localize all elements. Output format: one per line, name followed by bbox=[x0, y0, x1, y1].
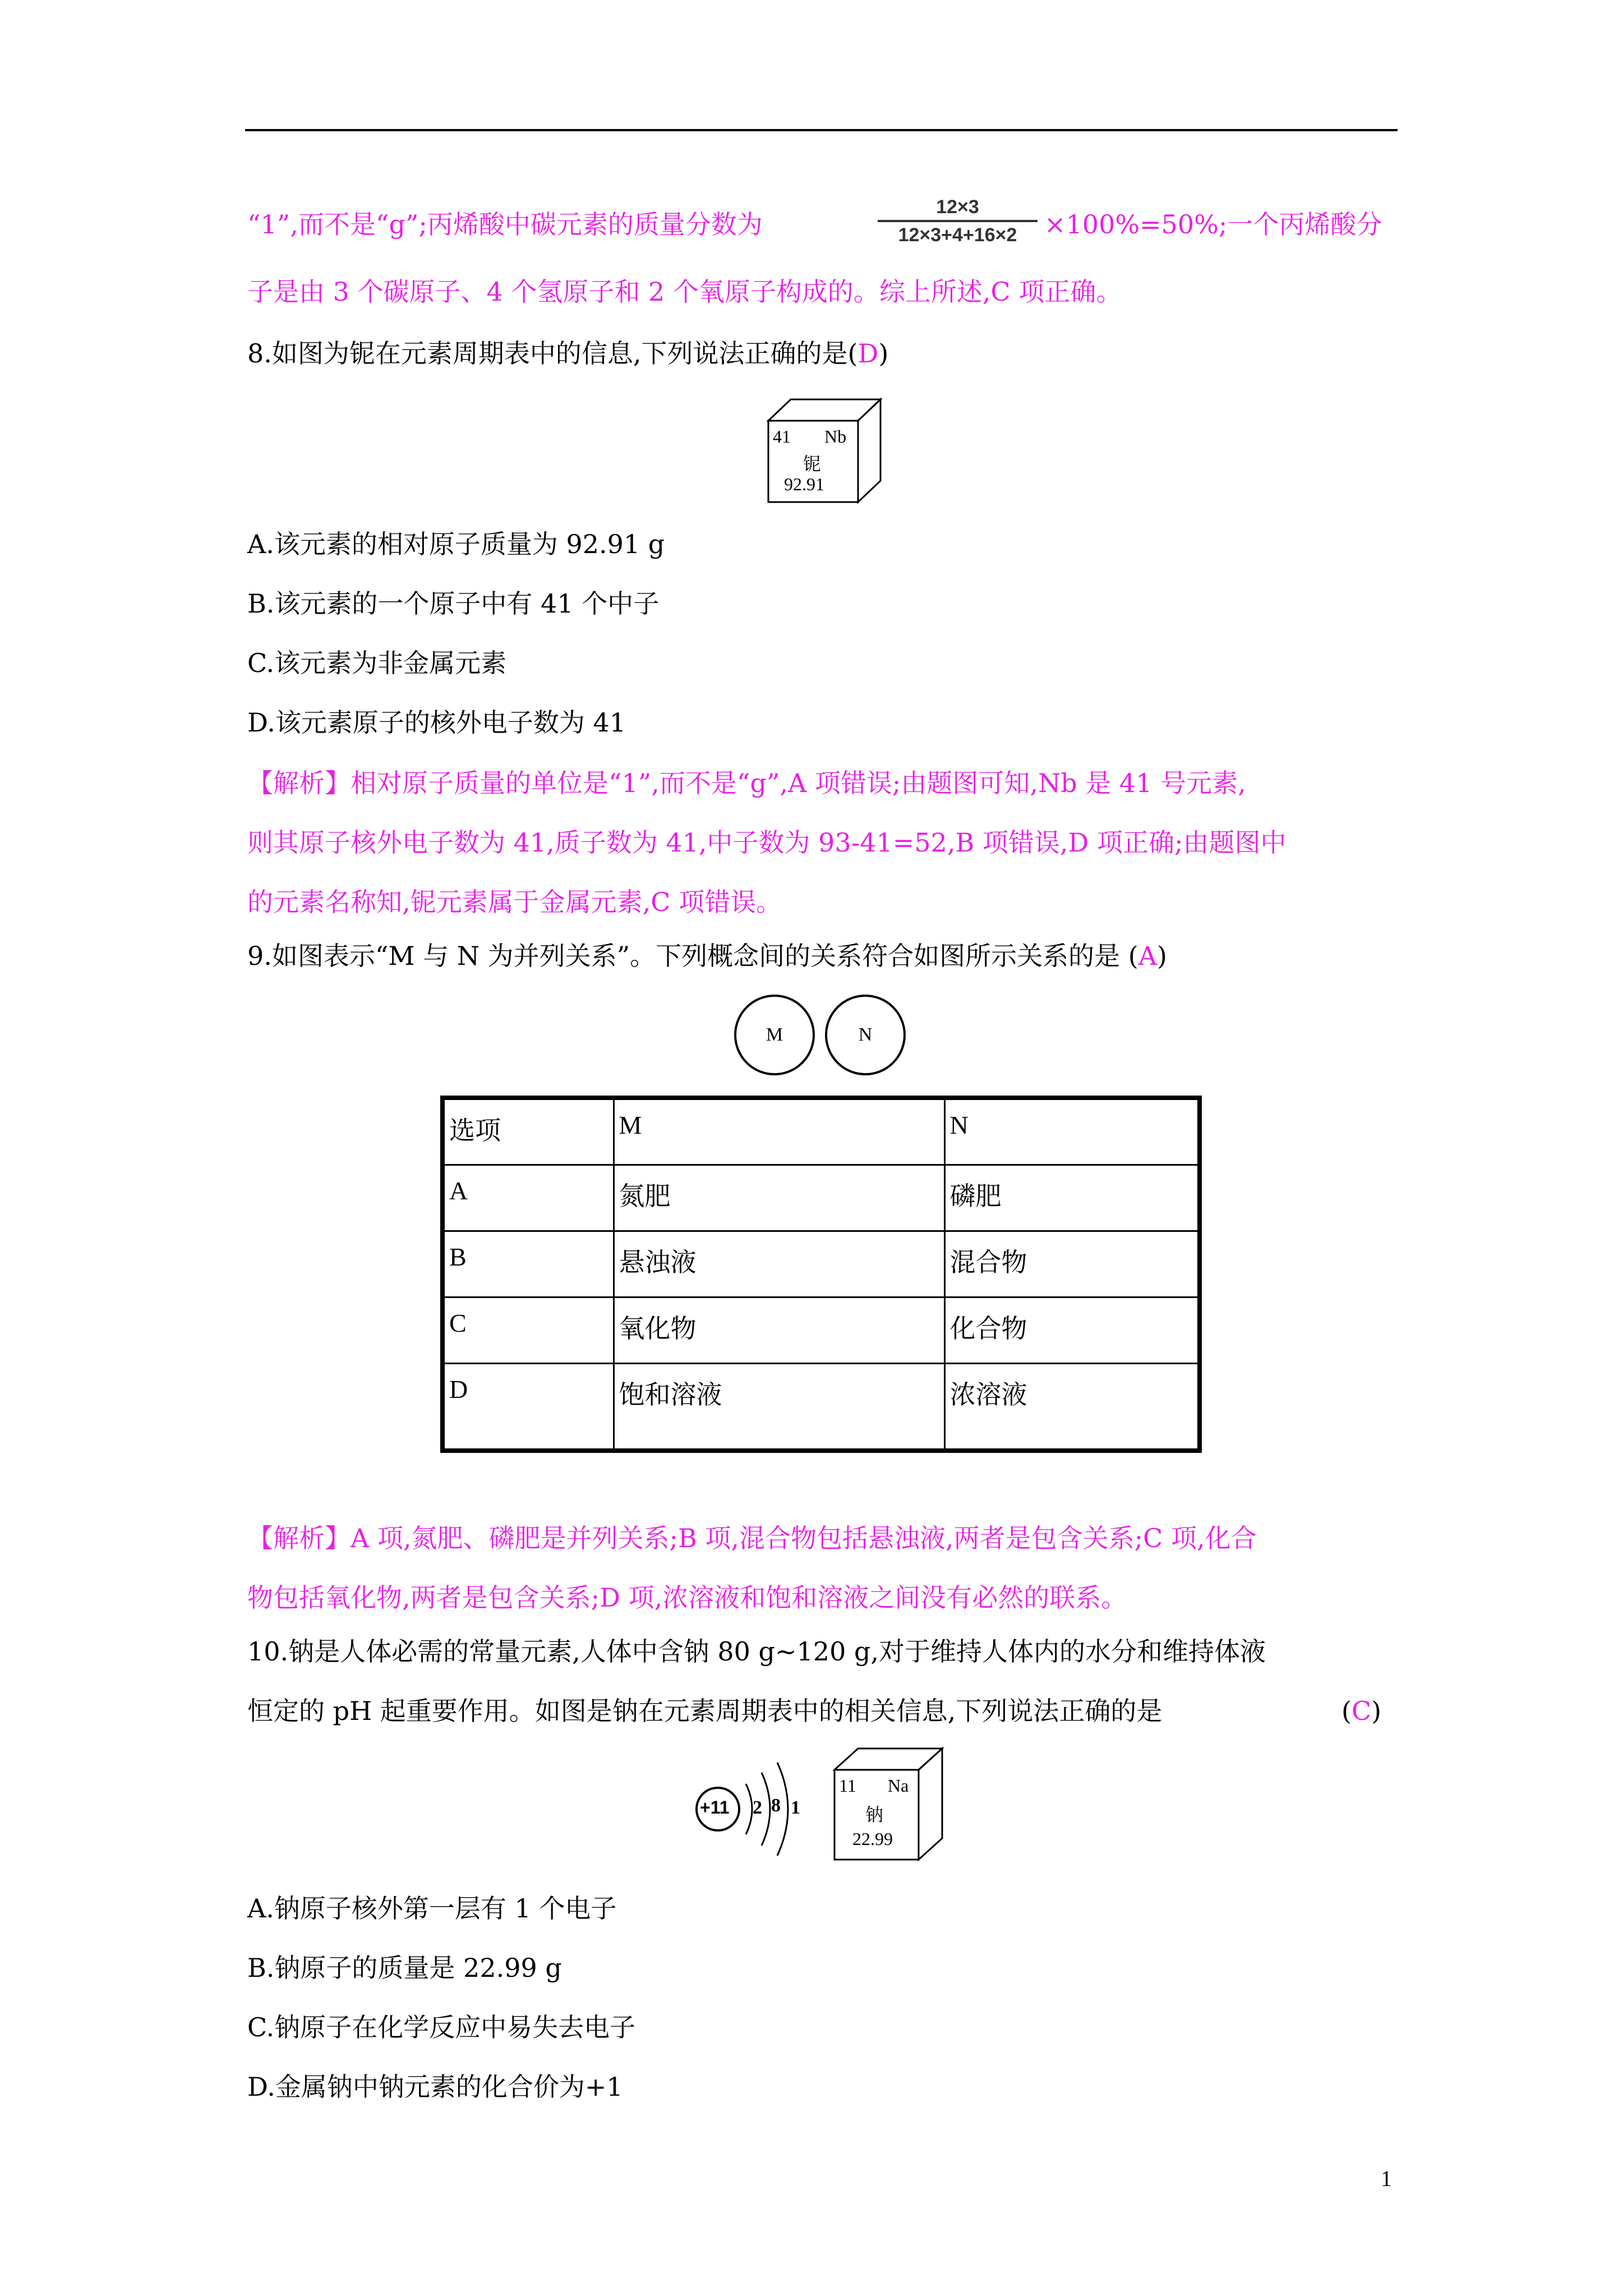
table-header-row bbox=[442, 1098, 1200, 1165]
tile-name: 铌 bbox=[803, 453, 822, 475]
fraction-bar bbox=[878, 220, 1038, 222]
q10-answer-group bbox=[1341, 1694, 1381, 1728]
tile-atomic-number: 11 bbox=[839, 1775, 856, 1796]
q10-stem-2: 恒定的 pH 起重要作用。如图是钠在元素周期表中的相关信息,下列说法正确的是 bbox=[247, 1696, 1163, 1726]
q10-stem-1: 10.钠是人体必需的常量元素,人体中含钠 80 g~120 g,对于维持人体内的水分和维持体液 bbox=[247, 1636, 1266, 1667]
table-cell: 氧化物 bbox=[614, 1297, 944, 1363]
table-cell: 饱和溶液 bbox=[614, 1363, 944, 1451]
q8-answer: D bbox=[857, 338, 879, 369]
atom-shell-3: 1 bbox=[791, 1797, 800, 1818]
table-row bbox=[442, 1231, 1200, 1297]
q8-analysis-2: 则其原子核外电子数为 41,质子数为 41,中子数为 93-41=52,B 项错误,D 项正确;由题图中 bbox=[247, 827, 1287, 858]
q9-stem bbox=[247, 939, 1167, 973]
atom-nucleus-charge: +11 bbox=[700, 1797, 730, 1818]
table-cell: 混合物 bbox=[944, 1231, 1200, 1297]
table-cell: 氮肥 bbox=[614, 1165, 944, 1231]
atom-shell-2: 8 bbox=[771, 1795, 781, 1816]
q9-analysis-2: 物包括氧化物,两者是包含关系;D 项,浓溶液和饱和溶液之间没有必然的联系。 bbox=[247, 1582, 1127, 1613]
q9-answer: A bbox=[1138, 941, 1157, 971]
tile-symbol: Nb bbox=[824, 426, 847, 447]
prev-analysis-line-1b: ×100%=50%;一个丙烯酸分 bbox=[1044, 209, 1382, 240]
header-rule bbox=[245, 129, 1398, 131]
q8-analysis-3: 的元素名称知,铌元素属于金属元素,C 项错误。 bbox=[247, 887, 782, 917]
circle-m: M bbox=[734, 995, 815, 1075]
table-cell: 化合物 bbox=[944, 1297, 1200, 1363]
table-header-cell: 选项 bbox=[442, 1098, 614, 1165]
mass-fraction bbox=[878, 195, 1038, 247]
q8-option-c: C.该元素为非金属元素 bbox=[247, 648, 507, 678]
tile-atomic-number: 41 bbox=[773, 426, 791, 447]
table-header-cell: M bbox=[614, 1098, 944, 1165]
table-cell: 磷肥 bbox=[944, 1165, 1200, 1231]
atom-shell-1: 2 bbox=[753, 1797, 762, 1818]
prev-analysis-line-2: 子是由 3 个碳原子、4 个氢原子和 2 个氧原子构成的。综上所述,C 项正确。 bbox=[247, 277, 1122, 307]
q8-stem-close: ) bbox=[878, 338, 889, 369]
table-cell: C bbox=[442, 1297, 614, 1363]
fraction-denominator: 12×3+4+16×2 bbox=[898, 224, 1017, 246]
table-cell: 悬浊液 bbox=[614, 1231, 944, 1297]
table-header-cell: N bbox=[944, 1098, 1200, 1165]
prev-analysis-line-1 bbox=[247, 208, 763, 241]
q10-option-a: A.钠原子核外第一层有 1 个电子 bbox=[247, 1893, 617, 1924]
table-row bbox=[442, 1297, 1200, 1363]
page-number: 1 bbox=[1381, 2166, 1392, 2191]
table-cell: B bbox=[442, 1231, 614, 1297]
tile-name: 钠 bbox=[865, 1804, 884, 1825]
q10-option-d: D.金属钠中钠元素的化合价为+1 bbox=[247, 2072, 623, 2102]
prev-analysis-text-a: “1”,而不是“g”;丙烯酸中碳元素的质量分数为 bbox=[247, 209, 763, 240]
q10-answer-open: ( bbox=[1341, 1696, 1352, 1726]
q10-option-c: C.钠原子在化学反应中易失去电子 bbox=[247, 2012, 636, 2042]
q9-stem-text: 9.如图表示“M 与 N 为并列关系”。下列概念间的关系符合如图所示关系的是 ( bbox=[247, 941, 1138, 971]
circle-n: N bbox=[825, 995, 906, 1075]
tile-mass: 22.99 bbox=[852, 1829, 893, 1849]
tile-mass: 92.91 bbox=[784, 474, 824, 494]
q10-answer-close: ) bbox=[1371, 1696, 1382, 1726]
q8-option-b: B.该元素的一个原子中有 41 个中子 bbox=[247, 588, 660, 619]
table-row bbox=[442, 1363, 1200, 1451]
niobium-element-tile bbox=[768, 398, 886, 505]
q8-option-d: D.该元素原子的核外电子数为 41 bbox=[247, 707, 626, 738]
q10-answer: C bbox=[1351, 1696, 1372, 1726]
table-cell: 浓溶液 bbox=[944, 1363, 1200, 1451]
q8-stem bbox=[247, 337, 888, 370]
table-row bbox=[442, 1165, 1200, 1231]
sodium-atom-structure bbox=[695, 1756, 808, 1862]
q9-stem-close: ) bbox=[1156, 941, 1167, 971]
q10-option-b: B.钠原子的质量是 22.99 g bbox=[247, 1953, 562, 1983]
q9-options-table bbox=[440, 1096, 1202, 1453]
q8-analysis-1: 【解析】相对原子质量的单位是“1”,而不是“g”,A 项错误;由题图可知,Nb 是 41 号元素, bbox=[247, 768, 1246, 798]
fraction-numerator: 12×3 bbox=[936, 196, 979, 218]
q9-analysis-1: 【解析】A 项,氮肥、磷肥是并列关系;B 项,混合物包括悬浊液,两者是包含关系;C 项,化合 bbox=[247, 1523, 1257, 1553]
sodium-element-tile bbox=[834, 1747, 947, 1862]
table-cell: D bbox=[442, 1363, 614, 1451]
q8-option-a: A.该元素的相对原子质量为 92.91 g bbox=[247, 529, 665, 559]
table-cell: A bbox=[442, 1165, 614, 1231]
tile-symbol: Na bbox=[888, 1775, 909, 1796]
q8-stem-text: 8.如图为铌在元素周期表中的信息,下列说法正确的是( bbox=[247, 338, 858, 369]
